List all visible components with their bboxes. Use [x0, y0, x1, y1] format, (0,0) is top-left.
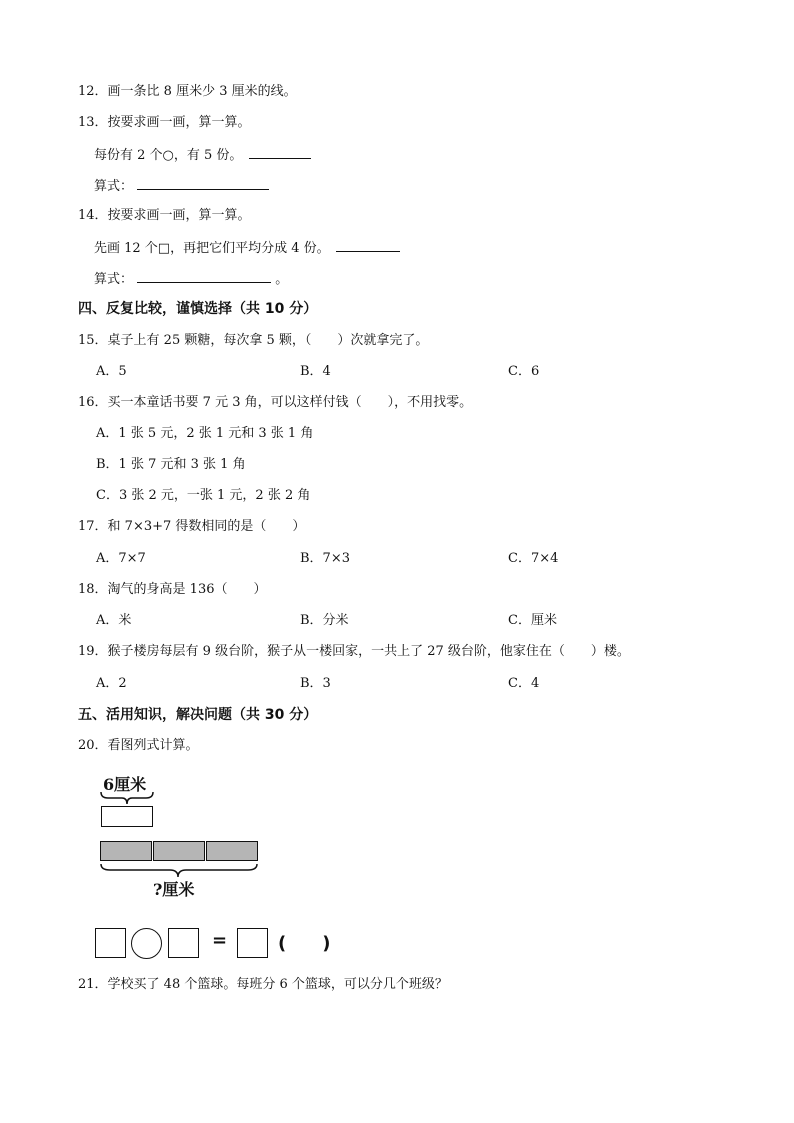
- formula-blank[interactable]: [137, 269, 271, 283]
- question-13-stem: 13．按要求画一画，算一算。: [78, 115, 251, 130]
- question-14-line: [94, 238, 400, 258]
- option-a[interactable]: A．米: [96, 613, 132, 628]
- option-c[interactable]: C．3 张 2 元，一张 1 元，2 张 2 角: [96, 488, 311, 503]
- operator-circle[interactable]: [131, 928, 162, 959]
- formula-blank[interactable]: [137, 176, 269, 190]
- question-16-stem: 16．买一本童话书要 7 元 3 角，可以这样付钱（ ），不用找零。: [78, 395, 473, 410]
- option-b[interactable]: B．4: [300, 364, 331, 379]
- question-13-text: 每份有 2 个○，有 5 份。: [94, 148, 243, 163]
- answer-box-result[interactable]: [237, 928, 268, 958]
- question-13-line: [94, 145, 311, 165]
- option-b[interactable]: B．7×3: [300, 551, 350, 566]
- question-14-text: 先画 12 个□，再把它们平均分成 4 份。: [94, 241, 330, 256]
- bottom-length-label: ?厘米: [153, 880, 195, 899]
- long-segment-part-1: [100, 841, 152, 861]
- equals-sign: =: [212, 930, 228, 951]
- long-segment-part-3: [206, 841, 258, 861]
- option-a[interactable]: A．2: [96, 676, 127, 691]
- short-segment: [101, 806, 153, 827]
- question-15-stem: 15．桌子上有 25 颗糖，每次拿 5 颗，（ ）次就拿完了。: [78, 333, 429, 348]
- option-a[interactable]: A．5: [96, 364, 127, 379]
- question-13-formula: [94, 176, 269, 196]
- answer-box-1[interactable]: [95, 928, 126, 958]
- section-5-heading: 五、活用知识，解决问题（共 30 分）: [78, 707, 318, 723]
- option-c[interactable]: C．7×4: [508, 551, 559, 566]
- formula-end: 。: [275, 272, 289, 287]
- option-b[interactable]: B．1 张 7 元和 3 张 1 角: [96, 457, 246, 472]
- question-14-stem: 14．按要求画一画，算一算。: [78, 208, 251, 223]
- question-14-formula: [94, 269, 288, 289]
- option-b[interactable]: B．3: [300, 676, 331, 691]
- option-b[interactable]: B．分米: [300, 613, 349, 628]
- answer-box-2[interactable]: [168, 928, 199, 958]
- answer-blank[interactable]: [249, 145, 311, 159]
- section-4-heading: 四、反复比较，谨慎选择（共 10 分）: [78, 301, 318, 317]
- option-c[interactable]: C．厘米: [508, 613, 557, 628]
- formula-label: 算式：: [94, 272, 134, 287]
- long-segment-part-2: [153, 841, 205, 861]
- option-c[interactable]: C．6: [508, 364, 540, 379]
- question-12: 12．画一条比 8 厘米少 3 厘米的线。: [78, 84, 297, 99]
- option-c[interactable]: C．4: [508, 676, 540, 691]
- question-20-stem: 20．看图列式计算。: [78, 738, 199, 753]
- option-a[interactable]: A．1 张 5 元，2 张 1 元和 3 张 1 角: [96, 426, 314, 441]
- unit-parentheses[interactable]: ( ): [278, 933, 331, 954]
- question-21: 21．学校买了 48 个篮球。每班分 6 个篮球，可以分几个班级？: [78, 977, 448, 992]
- question-18-stem: 18．淘气的身高是 136（ ）: [78, 582, 267, 597]
- formula-label: 算式：: [94, 179, 134, 194]
- top-brace: [98, 790, 158, 806]
- option-a[interactable]: A．7×7: [96, 551, 146, 566]
- top-length-label: 6厘米: [103, 775, 147, 794]
- answer-blank[interactable]: [336, 238, 400, 252]
- question-19-stem: 19．猴子楼房每层有 9 级台阶，猴子从一楼回家，一共上了 27 级台阶，他家住在（ ）楼。: [78, 644, 630, 659]
- question-17-stem: 17．和 7×3+7 得数相同的是（ ）: [78, 519, 306, 534]
